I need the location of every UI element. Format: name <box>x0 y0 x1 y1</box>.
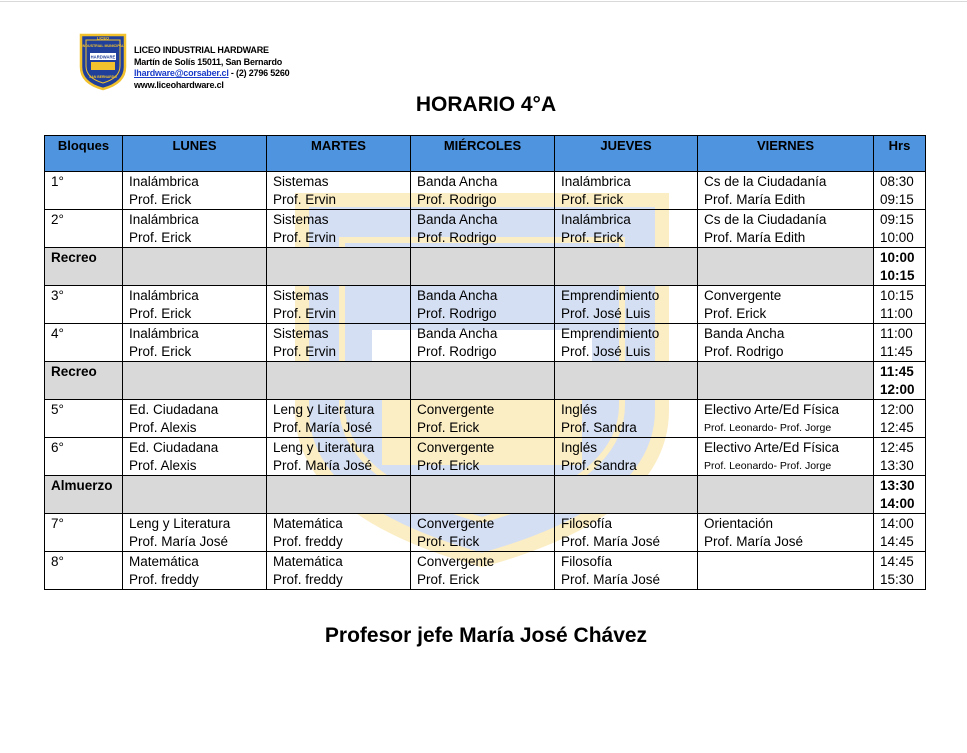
teacher-name: Prof. María José <box>273 458 373 473</box>
teacher-name: Prof. María José <box>129 534 229 549</box>
start-time: 13:30 <box>880 478 915 493</box>
schedule-cell <box>555 172 698 210</box>
end-time: 13:30 <box>880 458 914 473</box>
end-time: 09:15 <box>880 192 914 207</box>
block-label: Recreo <box>45 362 123 400</box>
table-row <box>45 552 926 590</box>
schedule-cell <box>698 476 874 514</box>
teacher-name: Prof. Rodrigo <box>704 344 784 359</box>
teacher-name: Prof. Leonardo- Prof. Jorge <box>704 422 832 434</box>
subject-name: Sistemas <box>273 288 329 303</box>
subject-name: Banda Ancha <box>417 174 498 189</box>
start-time: 12:00 <box>880 402 914 417</box>
block-label: 1° <box>45 172 123 210</box>
svg-text:HARDWARE: HARDWARE <box>90 54 116 60</box>
schedule-cell <box>123 172 267 210</box>
schedule-table <box>44 135 926 590</box>
schedule-cell <box>555 476 698 514</box>
end-time: 10:15 <box>880 268 915 283</box>
teacher-name: Prof. José Luis <box>561 344 651 359</box>
teacher-name: Prof. Sandra <box>561 420 637 435</box>
start-time: 14:45 <box>880 554 914 569</box>
subject-name: Electivo Arte/Ed Física <box>704 440 840 455</box>
time-range <box>874 552 926 590</box>
end-time: 12:45 <box>880 420 914 435</box>
end-time: 14:45 <box>880 534 914 549</box>
schedule-cell <box>698 438 874 476</box>
end-time: 10:00 <box>880 230 914 245</box>
subject-name: Banda Ancha <box>417 212 498 227</box>
teacher-name: Prof. Erick <box>561 230 624 245</box>
svg-text:INDUSTRIAL MUNICIPAL: INDUSTRIAL MUNICIPAL <box>81 44 125 48</box>
teacher-name: Prof. María José <box>561 572 661 587</box>
teacher-name: Prof. Erick <box>417 534 480 549</box>
teacher-name: Prof. María Edith <box>704 230 806 245</box>
teacher-name: Prof. freddy <box>129 572 199 587</box>
schedule-cell <box>411 248 555 286</box>
subject-name: Emprendimiento <box>561 288 660 303</box>
teacher-name: Prof. freddy <box>273 572 343 587</box>
subject-name: Leng y Literatura <box>129 516 231 531</box>
teacher-name: Prof. Erick <box>129 306 192 321</box>
subject-name: Filosofía <box>561 516 613 531</box>
schedule-cell <box>267 210 411 248</box>
schedule-cell <box>411 514 555 552</box>
table-row <box>45 172 926 210</box>
start-time: 11:00 <box>880 326 913 341</box>
schedule-cell <box>411 362 555 400</box>
schedule-cell <box>555 552 698 590</box>
schedule-body <box>45 172 926 590</box>
schedule-cell <box>411 552 555 590</box>
table-row <box>45 400 926 438</box>
schedule-cell <box>123 324 267 362</box>
column-header-martes: MARTES <box>267 136 411 172</box>
subject-name: Inglés <box>561 440 598 455</box>
subject-name: Filosofía <box>561 554 613 569</box>
schedule-cell <box>698 248 874 286</box>
table-row <box>45 286 926 324</box>
end-time: 14:00 <box>880 496 915 511</box>
schedule-cell <box>555 210 698 248</box>
subject-name: Cs de la Ciudadanía <box>704 212 827 227</box>
end-time: 15:30 <box>880 572 914 587</box>
block-label: 5° <box>45 400 123 438</box>
school-email-link[interactable]: lhardware@corsaber.cl <box>134 68 229 78</box>
table-row <box>45 438 926 476</box>
schedule-cell <box>555 514 698 552</box>
school-website: www.liceohardware.cl <box>134 79 224 90</box>
end-time: 12:00 <box>880 382 915 397</box>
break-row <box>45 476 926 514</box>
teacher-name: Prof. freddy <box>273 534 343 549</box>
teacher-name: Prof. Rodrigo <box>417 344 497 359</box>
table-row <box>45 324 926 362</box>
subject-name: Leng y Literatura <box>273 402 375 417</box>
school-letterhead <box>134 45 289 91</box>
schedule-cell <box>267 400 411 438</box>
time-range <box>874 286 926 324</box>
teacher-name: Prof. Ervin <box>273 230 337 245</box>
subject-name: Cs de la Ciudadanía <box>704 174 827 189</box>
block-label: 3° <box>45 286 123 324</box>
subject-name: Matemática <box>129 554 199 569</box>
subject-name: Banda Ancha <box>704 326 785 341</box>
schedule-cell <box>555 324 698 362</box>
schedule-cell <box>411 400 555 438</box>
subject-name: Convergente <box>417 554 495 569</box>
subject-name: Emprendimiento <box>561 326 660 341</box>
start-time: 12:45 <box>880 440 914 455</box>
schedule-cell <box>267 172 411 210</box>
school-name: LICEO INDUSTRIAL HARDWARE <box>134 45 269 55</box>
schedule-cell <box>698 552 874 590</box>
end-time: 11:45 <box>880 344 913 359</box>
time-range <box>874 514 926 552</box>
teacher-name: Prof. Erick <box>417 458 480 473</box>
subject-name: Matemática <box>273 554 343 569</box>
start-time: 14:00 <box>880 516 914 531</box>
subject-name: Banda Ancha <box>417 288 498 303</box>
break-row <box>45 362 926 400</box>
subject-name: Banda Ancha <box>417 326 498 341</box>
schedule-cell <box>411 172 555 210</box>
start-time: 11:45 <box>880 364 914 379</box>
subject-name: Convergente <box>417 516 495 531</box>
subject-name: Convergente <box>417 440 495 455</box>
teacher-name: Prof. María Edith <box>704 192 806 207</box>
schedule-cell <box>267 248 411 286</box>
schedule-cell <box>267 286 411 324</box>
top-rule <box>0 1 967 2</box>
schedule-cell <box>555 400 698 438</box>
subject-name: Inalámbrica <box>129 174 199 189</box>
school-crest-logo <box>77 31 129 91</box>
start-time: 09:15 <box>880 212 914 227</box>
block-label: 6° <box>45 438 123 476</box>
teacher-name: Prof. Alexis <box>129 458 197 473</box>
school-contact <box>134 68 289 80</box>
schedule-cell <box>411 438 555 476</box>
schedule-cell <box>267 362 411 400</box>
start-time: 08:30 <box>880 174 914 189</box>
school-phone: - (2) 2796 5260 <box>228 68 290 78</box>
teacher-name: Prof. Erick <box>417 572 480 587</box>
schedule-cell <box>123 210 267 248</box>
block-label: 2° <box>45 210 123 248</box>
table-header-row <box>45 136 926 172</box>
schedule-cell <box>698 286 874 324</box>
teacher-name: Prof. Leonardo- Prof. Jorge <box>704 460 832 472</box>
schedule-cell <box>267 438 411 476</box>
subject-name: Matemática <box>273 516 343 531</box>
svg-text:LICEO: LICEO <box>96 35 110 41</box>
subject-name: Inalámbrica <box>561 174 631 189</box>
schedule-cell <box>123 286 267 324</box>
start-time: 10:00 <box>880 250 915 265</box>
column-header-jueves: JUEVES <box>555 136 698 172</box>
time-range <box>874 324 926 362</box>
schedule-cell <box>698 210 874 248</box>
teacher-name: Prof. Sandra <box>561 458 637 473</box>
schedule-cell <box>123 400 267 438</box>
subject-name: Sistemas <box>273 174 329 189</box>
schedule-cell <box>698 514 874 552</box>
schedule-cell <box>411 210 555 248</box>
school-address: Martín de Solís 15011, San Bernardo <box>134 56 283 67</box>
teacher-name: Prof. Alexis <box>129 420 197 435</box>
schedule-cell <box>267 514 411 552</box>
table-row <box>45 210 926 248</box>
teacher-name: Prof. María José <box>704 534 804 549</box>
teacher-name: Prof. Ervin <box>273 344 337 359</box>
schedule-cell <box>123 248 267 286</box>
subject-name: Inalámbrica <box>129 212 199 227</box>
subject-name: Ed. Ciudadana <box>129 440 219 455</box>
time-range <box>874 172 926 210</box>
schedule-cell <box>267 324 411 362</box>
subject-name: Leng y Literatura <box>273 440 375 455</box>
time-range <box>874 400 926 438</box>
schedule-cell <box>698 172 874 210</box>
schedule-cell <box>555 438 698 476</box>
subject-name: Convergente <box>704 288 782 303</box>
schedule-cell <box>698 324 874 362</box>
schedule-cell <box>555 362 698 400</box>
column-header-hrs: Hrs <box>874 136 926 172</box>
schedule-cell <box>411 286 555 324</box>
teacher-name: Prof. Erick <box>704 306 767 321</box>
homeroom-teacher: Profesor jefe María José Chávez <box>324 624 648 647</box>
teacher-name: Prof. María José <box>273 420 373 435</box>
schedule-cell <box>123 514 267 552</box>
teacher-name: Prof. Erick <box>129 344 192 359</box>
schedule-cell <box>411 324 555 362</box>
column-header-lunes: LUNES <box>123 136 267 172</box>
time-range <box>874 210 926 248</box>
subject-name: Inalámbrica <box>129 288 199 303</box>
column-header-bloques: Bloques <box>45 136 123 172</box>
time-range <box>874 476 926 514</box>
schedule-cell <box>555 248 698 286</box>
block-label: 4° <box>45 324 123 362</box>
teacher-name: Prof. Erick <box>561 192 624 207</box>
block-label: Almuerzo <box>45 476 123 514</box>
schedule-cell <box>123 476 267 514</box>
subject-name: Ed. Ciudadana <box>129 402 219 417</box>
schedule-cell <box>267 476 411 514</box>
schedule-cell <box>698 400 874 438</box>
schedule-cell <box>698 362 874 400</box>
schedule-cell <box>555 286 698 324</box>
teacher-name: Prof. Erick <box>417 420 480 435</box>
end-time: 11:00 <box>880 306 913 321</box>
subject-name: Orientación <box>704 516 774 531</box>
teacher-name: Prof. Rodrigo <box>417 306 497 321</box>
page-title: HORARIO 4°A <box>415 93 557 116</box>
time-range <box>874 438 926 476</box>
schedule-cell <box>411 476 555 514</box>
column-header-viernes: VIERNES <box>698 136 874 172</box>
subject-name: Sistemas <box>273 212 329 227</box>
subject-name: Convergente <box>417 402 495 417</box>
time-range <box>874 362 926 400</box>
subject-name: Inglés <box>561 402 598 417</box>
block-label: Recreo <box>45 248 123 286</box>
time-range <box>874 248 926 286</box>
start-time: 10:15 <box>880 288 914 303</box>
table-row <box>45 514 926 552</box>
svg-text:SAN BERNARDO: SAN BERNARDO <box>89 75 117 79</box>
column-header-miercoles: MIÉRCOLES <box>411 136 555 172</box>
teacher-name: Prof. Ervin <box>273 306 337 321</box>
teacher-name: Prof. Rodrigo <box>417 230 497 245</box>
teacher-name: Prof. Erick <box>129 192 192 207</box>
teacher-name: Prof. Erick <box>129 230 192 245</box>
subject-name: Inalámbrica <box>129 326 199 341</box>
teacher-name: Prof. Ervin <box>273 192 337 207</box>
block-label: 8° <box>45 552 123 590</box>
schedule-cell <box>267 552 411 590</box>
teacher-name: Prof. María José <box>561 534 661 549</box>
teacher-name: Prof. José Luis <box>561 306 651 321</box>
subject-name: Inalámbrica <box>561 212 631 227</box>
teacher-name: Prof. Rodrigo <box>417 192 497 207</box>
break-row <box>45 248 926 286</box>
schedule-cell <box>123 552 267 590</box>
schedule-cell <box>123 362 267 400</box>
schedule-cell <box>123 438 267 476</box>
block-label: 7° <box>45 514 123 552</box>
subject-name: Sistemas <box>273 326 329 341</box>
subject-name: Electivo Arte/Ed Física <box>704 402 840 417</box>
